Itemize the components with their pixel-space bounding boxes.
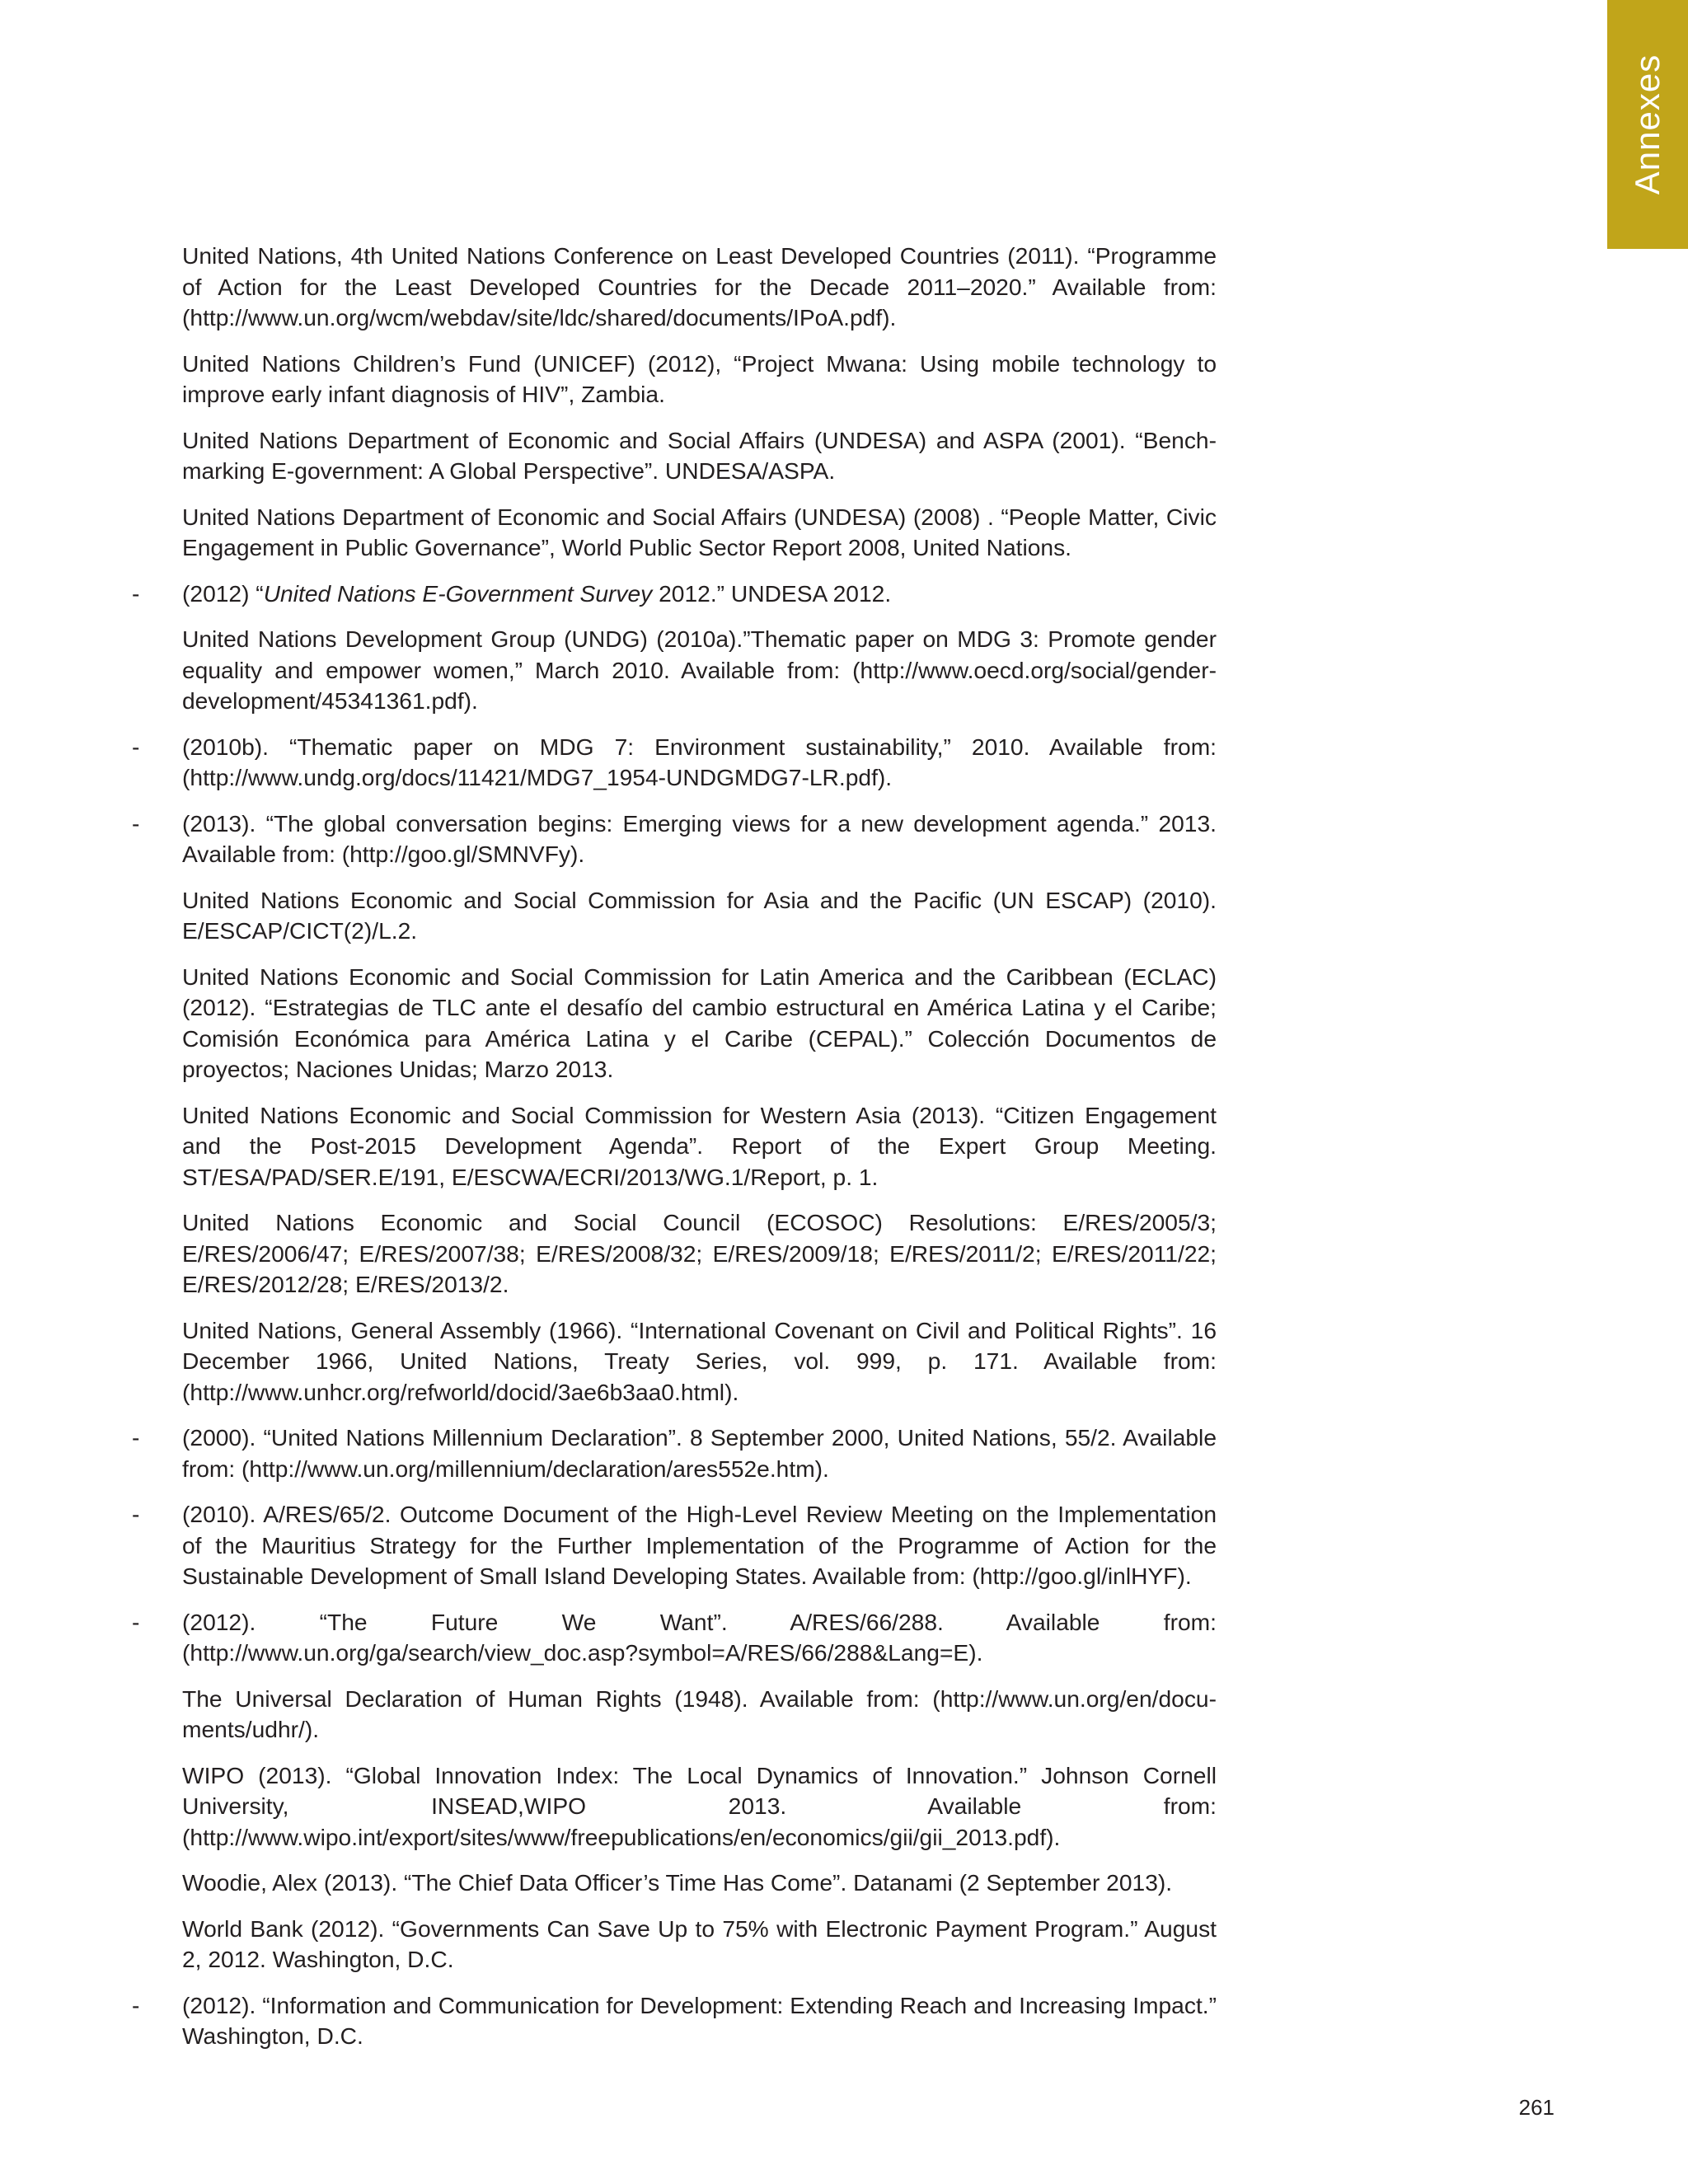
continuation-dash: - bbox=[132, 1424, 140, 1451]
reference-text-before: (2012) “ bbox=[182, 579, 264, 607]
reference-text: Woodie, Alex (2013). “The Chief Data Officer’s Time Has Come”. Datanami (2 September 2013). bbox=[182, 1869, 1173, 1896]
reference-entry bbox=[132, 1990, 1217, 2052]
reference-text: (2012). “The Future We Want”. A/RES/66/288. Available from: (http://www.un.org/ga/search/view_doc.asp?symbol=A/RES/66/288&Lang=E). bbox=[182, 1608, 1217, 1666]
reference-entry bbox=[132, 502, 1217, 564]
reference-entry bbox=[132, 808, 1217, 870]
reference-entry bbox=[132, 1499, 1217, 1592]
reference-text: (2013). “The global conversation begins: Emerging views for a new development agenda.” 2013. Available from: (http://goo.gl/SMNVFy). bbox=[182, 809, 1217, 867]
reference-text: United Nations Economic and Social Council (ECOSOC) Resolutions: E/RES/2005/3; E/RES/2006/47; E/RES/2007/38; E/RES/2008/32; E/RES/2009/18; E/RES/2011/2; E/RES/2011/22; E/RES/2012/28; E/RES/2013/2. bbox=[182, 1209, 1217, 1297]
reference-text: (2010b). “Thematic paper on MDG 7: Environment sustainability,” 2010. Available from: (http://www.undg.org/docs/11421/MDG7_1954-UNDGMDG7-LR.pdf). bbox=[182, 733, 1217, 790]
continuation-dash: - bbox=[132, 579, 140, 607]
reference-text: (2010). A/RES/65/2. Outcome Document of the High-Level Review Meeting on the Implementation of the Mauritius Strategy for the Further Implementation of the Programme of Action for the Sustainable Development of Small Island Developing States. Available from: (http://goo.gl/inlHYF). bbox=[182, 1501, 1217, 1589]
reference-entry bbox=[132, 1100, 1217, 1193]
reference-text: The Universal Declaration of Human Rights (1948). Available from: (http://www.un.org/en/documents/udhr/). bbox=[182, 1685, 1217, 1742]
reference-list bbox=[132, 241, 1217, 2067]
reference-entry bbox=[132, 1914, 1217, 1975]
reference-text-after: 2012.” UNDESA 2012. bbox=[652, 579, 892, 607]
reference-entry bbox=[132, 425, 1217, 487]
page-number: 261 bbox=[1518, 2095, 1554, 2120]
reference-text: United Nations, General Assembly (1966). “International Covenant on Civil and Political Rights”. 16 December 1966, United Nations, Treaty Series, vol. 999, p. 171. Available from: (http://www.unhcr.org/refworld/docid/3ae6b3aa0.html). bbox=[182, 1316, 1217, 1405]
reference-entry bbox=[132, 885, 1217, 947]
continuation-dash: - bbox=[132, 1991, 140, 2018]
reference-entry bbox=[132, 962, 1217, 1085]
reference-entry bbox=[132, 732, 1217, 794]
reference-text: United Nations, 4th United Nations Conference on Least Developed Countries (2011). “Programme of Action for the Least Developed Countries for the Decade 2011–2020.” Available from: (http://www.un.org/wcm/webdav/site/ldc/shared/documents/IPoA.pdf). bbox=[182, 242, 1217, 330]
reference-entry bbox=[132, 241, 1217, 334]
reference-text: (2000). “United Nations Millennium Declaration”. 8 September 2000, United Nations, 55/2. Available from: (http://www.un.org/millennium/declaration/ares552e.htm). bbox=[182, 1424, 1217, 1482]
reference-entry bbox=[132, 1315, 1217, 1408]
reference-entry bbox=[132, 579, 1217, 610]
reference-text: United Nations Economic and Social Commission for Asia and the Pacific (UN ESCAP) (2010). E/ESCAP/CICT(2)/L.2. bbox=[182, 886, 1217, 944]
reference-text: WIPO (2013). “Global Innovation Index: The Local Dynamics of Innovation.” Johnson Cornell University, INSEAD,WIPO 2013. Available from: (http://www.wipo.int/export/sites/www/freepublications/en/economics/gii/gii_2013.pdf). bbox=[182, 1761, 1217, 1850]
reference-text: United Nations Children’s Fund (UNICEF) (2012), “Project Mwana: Using mobile technology to improve early infant diagnosis of HIV”, Zambia. bbox=[182, 349, 1217, 407]
reference-entry bbox=[132, 1684, 1217, 1746]
reference-entry bbox=[132, 1760, 1217, 1854]
reference-entry bbox=[132, 1607, 1217, 1669]
continuation-dash: - bbox=[132, 733, 140, 760]
reference-entry bbox=[132, 1868, 1217, 1899]
reference-entry bbox=[132, 1207, 1217, 1301]
section-tab-label: Annexes bbox=[1628, 54, 1667, 195]
reference-text: World Bank (2012). “Governments Can Save Up to 75% with Electronic Payment Program.” August 2, 2012. Washington, D.C. bbox=[182, 1915, 1217, 1972]
reference-entry bbox=[132, 1422, 1217, 1484]
continuation-dash: - bbox=[132, 1501, 140, 1527]
reference-text: (2012). “Information and Communication for Development: Extending Reach and Increasing Impact.” Washington, D.C. bbox=[182, 1991, 1217, 2049]
reference-text: United Nations Development Group (UNDG) (2010a).”Thematic paper on MDG 3: Promote gender equality and empower women,” March 2010. Available from: (http://www.oecd.org/social/gender-development/45341361.pdf). bbox=[182, 626, 1217, 714]
reference-entry bbox=[132, 624, 1217, 717]
reference-text: United Nations Economic and Social Commission for Latin America and the Caribbean (ECLAC) (2012). “Estrategias de TLC ante el desafío del cambio estructural en América Latina y el Caribe; Comisión Económica para América Latina y el Caribe (CEPAL).” Colección Documentos de proyectos; Naciones Unidas; Marzo 2013. bbox=[182, 963, 1217, 1082]
continuation-dash: - bbox=[132, 809, 140, 837]
reference-entry bbox=[132, 349, 1217, 410]
reference-text: United Nations Department of Economic and Social Affairs (UNDESA) and ASPA (2001). “Benchmarking E-government: A Global Perspective”. UNDESA/ASPA. bbox=[182, 426, 1217, 484]
reference-text: United Nations Department of Economic and Social Affairs (UNDESA) (2008) . “People Matter, Civic Engagement in Public Governance”, World Public Sector Report 2008, United Nations. bbox=[182, 503, 1217, 560]
reference-title-italic: United Nations E-Government Survey bbox=[263, 579, 653, 607]
reference-text: United Nations Economic and Social Commission for Western Asia (2013). “Citizen Engagement and the Post-2015 Development Agenda”. Report of the Expert Group Meeting. ST/ESA/PAD/SER.E/191, E/ESCWA/ECRI/2013/WG.1/Report, p. 1. bbox=[182, 1101, 1217, 1190]
continuation-dash: - bbox=[132, 1608, 140, 1635]
